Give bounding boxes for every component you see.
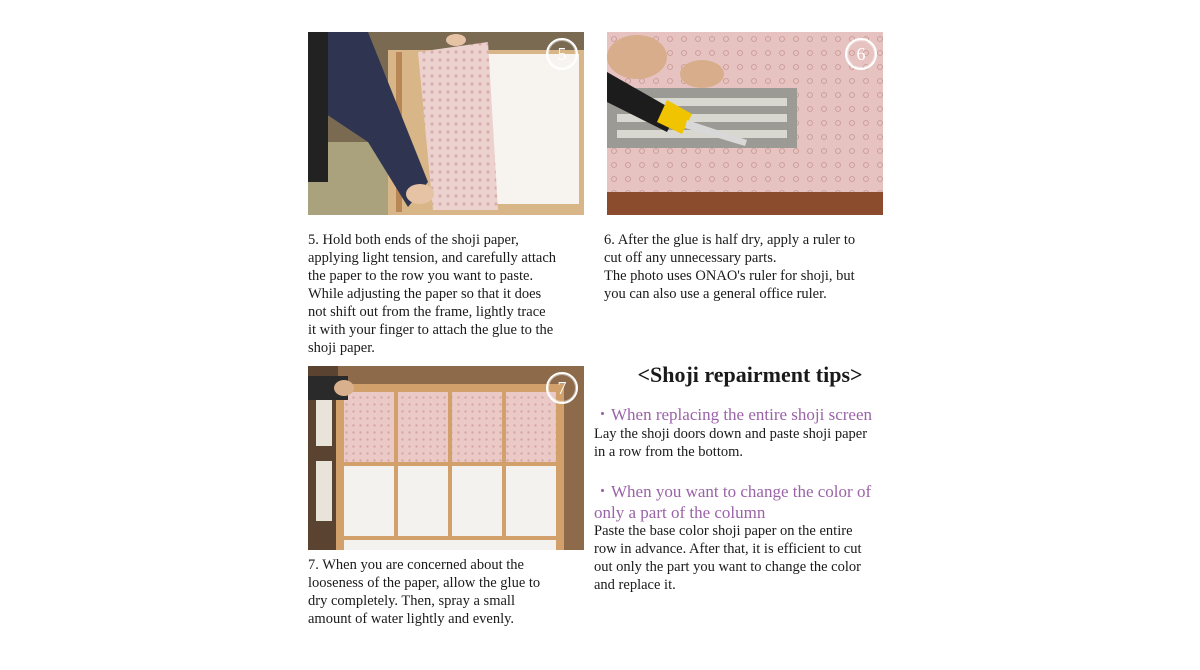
- step-number-badge: 6: [845, 38, 877, 70]
- step-7-photo: [308, 366, 584, 550]
- tip-heading-entire-screen: ・When replacing the entire shoji screen: [594, 405, 873, 424]
- cutter-and-ruler-photo: [607, 32, 883, 215]
- hands-applying-paper-photo: [308, 32, 584, 215]
- tip-heading-change-color: ・When you want to change the color of only a part of the column: [594, 482, 872, 522]
- step-6-caption: 6. After the glue is half dry, apply a ruler to cut off any unnecessary parts. The photo uses ONAO's ruler for shoji, but you can also use a general office ruler.: [604, 232, 856, 302]
- step-5-caption: 5. Hold both ends of the shoji paper, applying light tension, and carefully attach the paper to the row you want to paste. While adjusting the paper so that it does not shift out from the frame, lightly trace it with your finger to attach the glue to the shoji paper.: [308, 232, 557, 356]
- step-number-badge: 5: [546, 38, 578, 70]
- step-number-badge: 7: [546, 372, 578, 404]
- step-7-caption: 7. When you are concerned about the looseness of the paper, allow the glue to dry completely. Then, spray a small amount of water lightly and evenly.: [308, 557, 541, 627]
- tip-body-entire-screen: Lay the shoji doors down and paste shoji paper in a row from the bottom.: [594, 426, 868, 460]
- step-6-photo: [607, 32, 883, 215]
- shoji-screen-photo: [308, 366, 584, 550]
- step-5-photo: [308, 32, 584, 215]
- tips-title: <Shoji repairment tips>: [637, 362, 863, 387]
- tip-body-change-color: Paste the base color shoji paper on the entire row in advance. After that, it is efficient to cut out only the part you want to change the color and replace it.: [594, 523, 862, 593]
